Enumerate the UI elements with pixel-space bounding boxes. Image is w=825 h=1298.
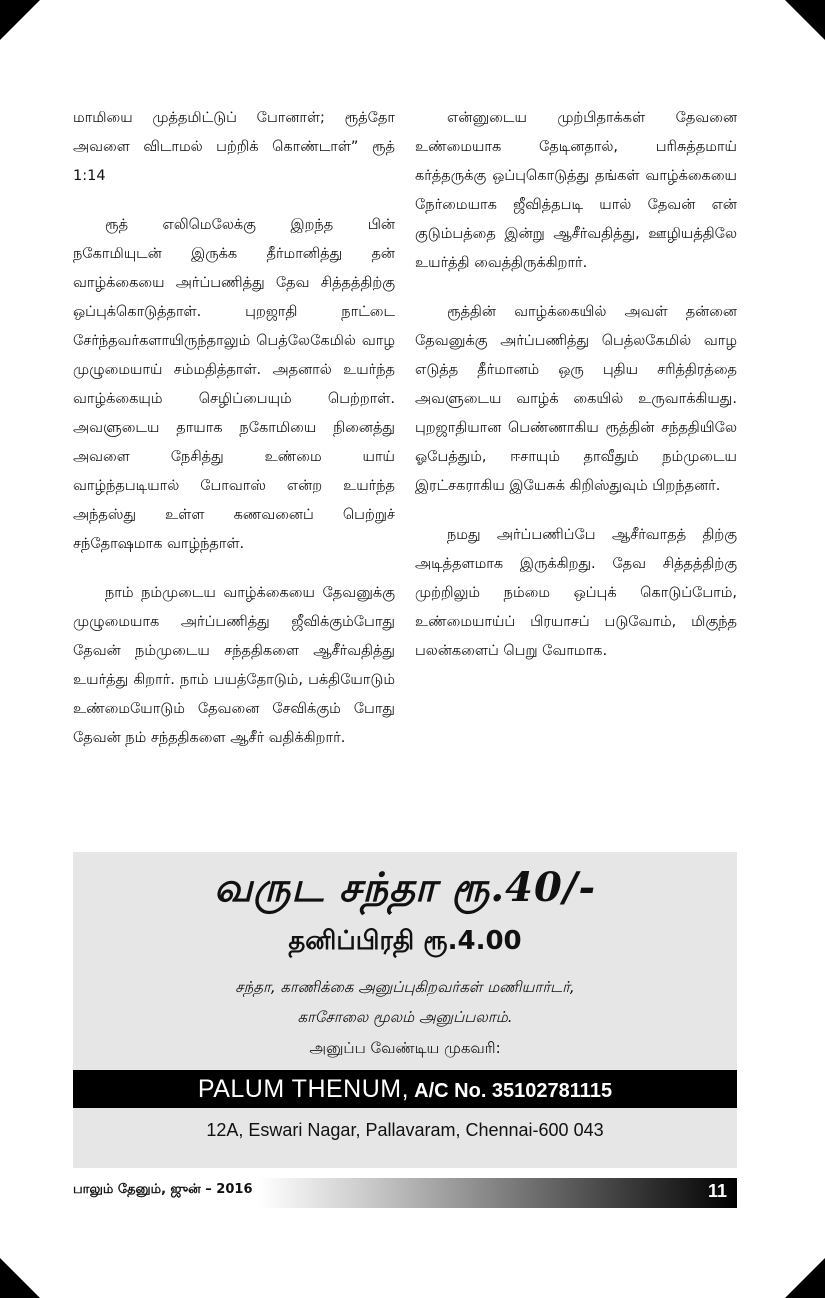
subscription-box <box>73 852 737 1168</box>
single-copy-price: தனிப்பிரதி ரூ.4.00 <box>288 926 522 956</box>
paragraph: நாம் நம்முடைய வாழ்க்கையை தேவனுக்கு முழுமையாக அர்ப்பணித்து ஜீவிக்கும்போது தேவன் நம்முடைய சந்ததிகளை ஆசீர்வதித்து உயர்த்து கிறார். நாம் பயத்தோடும், பக்தியோடும் உண்மையோடும் தேவனை சேவிக்கும் போது தேவன் நம் சந்ததிகளை ஆசீர் வதிக்கிறார். <box>73 585 395 746</box>
postal-address: 12A, Eswari Nagar, Pallavaram, Chennai-600 043 <box>206 1120 604 1140</box>
right-column <box>415 104 737 686</box>
paragraph: மாமியை முத்தமிட்டுப் போனாள்; ரூத்தோ அவளை விடாமல் பற்றிக் கொண்டாள்” ரூத் 1:14 <box>73 110 395 184</box>
corner-decoration <box>785 1258 825 1298</box>
page-number: 11 <box>707 1181 727 1201</box>
corner-decoration <box>785 0 825 40</box>
subscription-note: காசோலை மூலம் அனுப்பலாம். <box>297 1008 513 1026</box>
footer-title: பாலும் தேனும், ஜுன் – 2016 <box>73 1182 253 1197</box>
corner-decoration <box>0 0 40 40</box>
payee-name: PALUM THENUM, <box>197 1075 410 1103</box>
yearly-subscription: வருட சந்தா ரூ.40/- <box>213 864 597 911</box>
paragraph: என்னுடைய முற்பிதாக்கள் தேவனை உண்மையாக தேடினதால், பரிசுத்தமாய் கர்த்தருக்கு ஒப்புகொடுத்து தங்கள் வாழ்க்கையை நேர்மையாக ஜீவித்தபடி யால் தேவன் என் குடும்பத்தை இன்று ஆசீர்வதித்து, ஊழியத்திலே உயர்த்தி வைத்திருக்கிறார். <box>415 110 737 271</box>
page-footer <box>73 1178 737 1208</box>
corner-decoration <box>0 1258 40 1298</box>
subscription-note: சந்தா, காணிக்கை அனுப்புகிறவர்கள் மணியார்டர், <box>235 978 575 996</box>
paragraph: ரூத்தின் வாழ்க்கையில் அவள் தன்னை தேவனுக்கு அர்ப்பணித்து பெத்லகேமில் வாழ எடுத்த தீர்மானம் ஒரு புதிய சரித்திரத்தை அவளுடைய வாழ்க் கையில் உருவாக்கியது. புறஜாதியான பெண்ணாகிய ரூத்தின் சந்ததியிலே ஓபேத்தும், ஈசாயும் தாவீதும் நம்முடைய இரட்சகராகிய இயேசுக் கிறிஸ்துவும் பிறந்தனர். <box>415 304 737 494</box>
paragraph: நமது அர்ப்பணிப்பே ஆசீர்வாதத் திற்கு அடித்தளமாக இருக்கிறது. தேவ சித்தத்திற்கு முற்றிலும் நம்மை ஒப்புக் கொடுப்போம், உண்மையாய்ப் பிரயாசப் படுவோம், மிகுந்த பலன்களைப் பெறு வோமாக. <box>415 527 737 659</box>
address-label: அனுப்ப வேண்டிய முகவரி: <box>309 1039 501 1057</box>
account-bar <box>73 1070 737 1108</box>
account-number: A/C No. 35102781115 <box>414 1080 613 1102</box>
left-column <box>73 104 395 773</box>
paragraph: ரூத் எலிமெலேக்கு இறந்த பின் நகோமியுடன் இருக்க தீர்மானித்து தன் வாழ்க்கையை அர்ப்பணித்து தேவ சித்தத்திற்கு ஒப்புக்கொடுத்தாள். புறஜாதி நாட்டை சேர்ந்தவர்களாயிருந்தாலும் பெத்லேகேமில் வாழ முழுமையாய் சம்மதித்தாள். அதனால் உயர்ந்த வாழ்க்கையும் செழிப்பையும் பெற்றாள். அவளுடைய தாயாக நகோமியை நினைத்து அவளை நேசித்து உண்மை யாய் வாழ்ந்தபடியால் போவாஸ் என்ற உயர்ந்த அந்தஸ்து உள்ள கணவனைப் பெற்றுச் சந்தோஷமாக வாழ்ந்தாள். <box>73 217 395 552</box>
